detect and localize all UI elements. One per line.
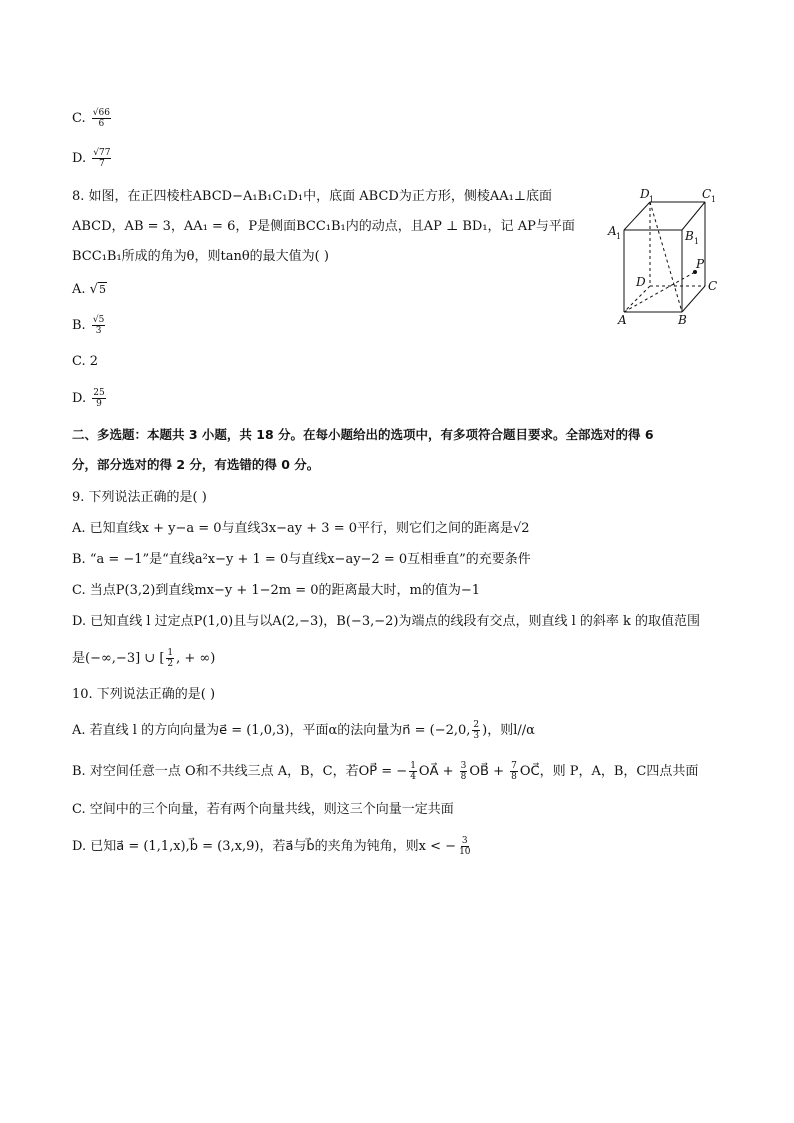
q7-c-fraction: $\frac{√66}{6}$ bbox=[92, 108, 110, 129]
label-a: A bbox=[618, 313, 627, 327]
svg-text:1: 1 bbox=[694, 237, 700, 246]
prism-figure bbox=[600, 182, 730, 332]
q9-option-b: B. “a = −1”是“直线a²x−y + 1 = 0与直线x−ay−2 = 0互相垂直”的充要条件 bbox=[72, 552, 531, 567]
q7-d-fraction: $\frac{√77}{7}$ bbox=[93, 148, 111, 169]
q10-option-b: B. 对空间任意一点 O和不共线三点 A，B，C，若OP⃗ = − $\frac{1}{4}$ OA⃗ + $\frac{3}{8}$ OB⃗ + $\frac{7}{8}$ OC⃗，则 P，A，B，C四点共面 bbox=[72, 761, 699, 782]
label-b: B bbox=[678, 313, 687, 327]
q9-option-a: A. 已知直线x + y−a = 0与直线3x−ay + 3 = 0平行，则它们之间的距离是√2 bbox=[72, 521, 530, 536]
label-d1: D bbox=[640, 187, 650, 201]
q7-option-d: D. $\frac{√77}{7}$ bbox=[72, 148, 111, 169]
q10-option-a: A. 若直线 l 的方向向量为e⃗ = (1,0,3)，平面α的法向量为n⃗ = (−2,0, $\frac{2}{3}$ )，则l//α bbox=[72, 720, 535, 741]
q8-line-3: BCC₁B₁所成的角为θ，则tanθ的最大值为( ) bbox=[72, 249, 329, 264]
q10-option-c: C. 空间中的三个向量，若有两个向量共线，则这三个向量一定共面 bbox=[72, 802, 454, 817]
q9-option-d-line-1: D. 已知直线 l 过定点P(1,0)且与以A(2,−3)，B(−3,−2)为端点的线段有交点，则直线 l 的斜率 k 的取值范围 bbox=[72, 614, 701, 629]
svg-text:1: 1 bbox=[616, 232, 622, 241]
q8-line-2: ABCD，AB = 3，AA₁ = 6，P是侧面BCC₁B₁内的动点，且AP ⊥ BD₁，记 AP与平面 bbox=[72, 219, 575, 234]
label-p: P bbox=[696, 257, 705, 271]
q9-stem: 9. 下列说法正确的是( ) bbox=[72, 490, 207, 505]
q8-option-a: A. √5 bbox=[72, 282, 106, 297]
label-d: D bbox=[636, 275, 646, 289]
label-c: C bbox=[708, 279, 718, 293]
label-a1: A bbox=[608, 224, 617, 238]
label-c1: C bbox=[702, 187, 712, 201]
q10-option-d: D. 已知a⃗ = (1,1,x),b⃗ = (3,x,9)，若a⃗与b⃗的夹角为钝角，则x < − $\frac{3}{10}$ bbox=[72, 836, 471, 857]
q9-option-c: C. 当点P(3,2)到直线mx−y + 1−2m = 0的距离最大时，m的值为−1 bbox=[72, 583, 481, 598]
label-b1: B bbox=[685, 229, 694, 243]
q8-option-d: D. $\frac{25}{9}$ bbox=[72, 388, 105, 409]
section-2-header-line-2: 分，部分选对的得 2 分，有选错的得 0 分。 bbox=[72, 457, 320, 472]
section-2-header-line-1: 二、多选题：本题共 3 小题，共 18 分。在每小题给出的选项中，有多项符合题目要求。全部选对的得 6 bbox=[72, 427, 654, 442]
q8-option-c: C. 2 bbox=[72, 354, 99, 369]
q9-option-d-line-2: 是(−∞,−3] ∪ [ $\frac{1}{2}$ , + ∞) bbox=[72, 648, 216, 669]
q7-option-c: C. $\frac{√66}{6}$ bbox=[72, 108, 110, 129]
q8-option-b: B. $\frac{√5}{3}$ bbox=[72, 315, 105, 336]
svg-text:1: 1 bbox=[649, 195, 655, 204]
svg-text:1: 1 bbox=[711, 195, 717, 204]
q10-stem: 10. 下列说法正确的是( ) bbox=[72, 687, 216, 702]
q8-line-1: 8. 如图，在正四棱柱ABCD−A₁B₁C₁D₁中，底面 ABCD为正方形，侧棱AA₁⊥底面 bbox=[72, 189, 553, 204]
